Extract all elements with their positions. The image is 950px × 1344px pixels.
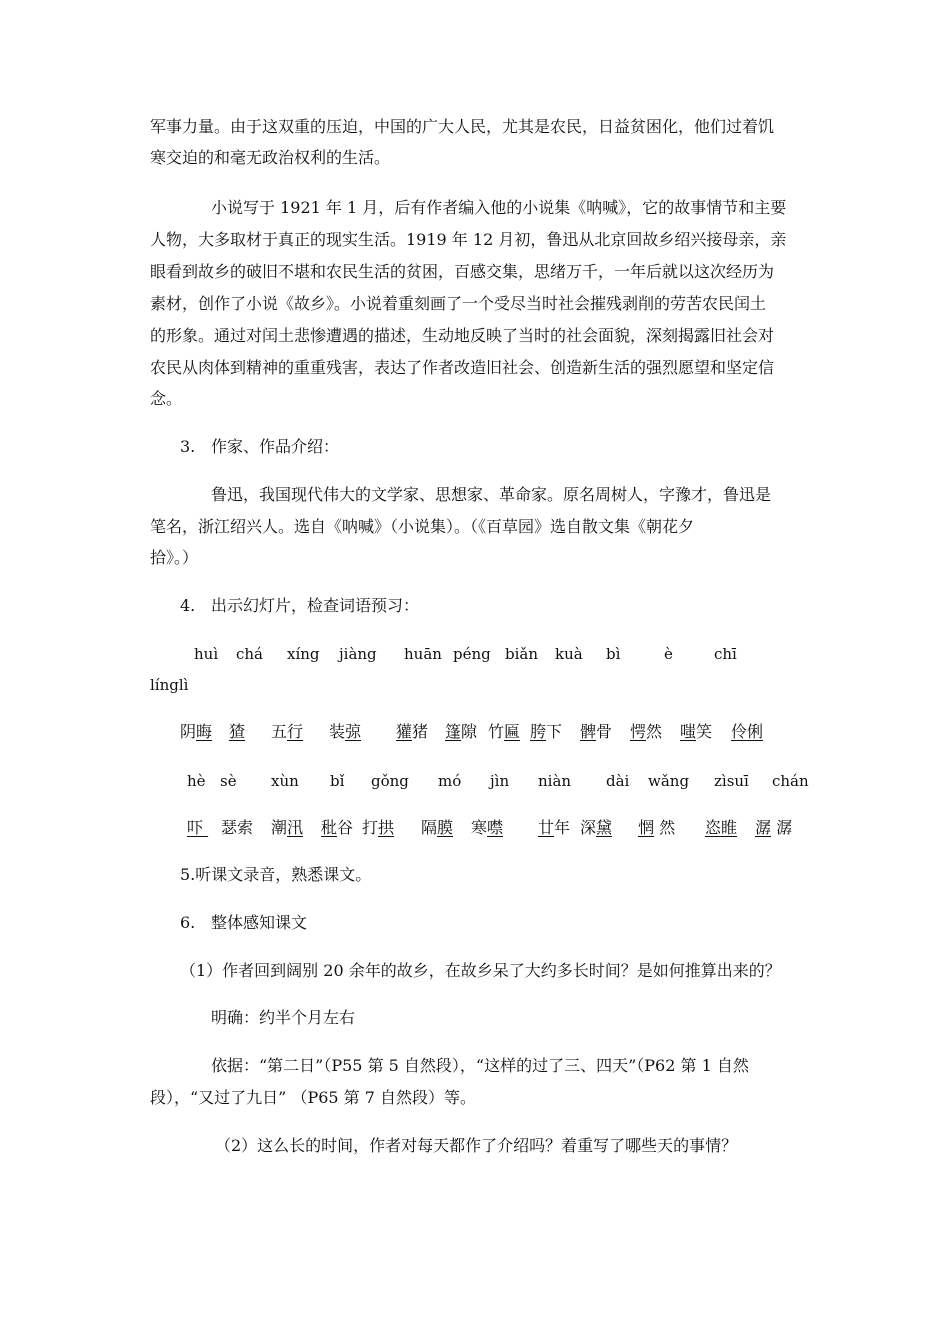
paragraph-1-line-2: 寒交迫的和毫无政治权利的生活。 xyxy=(150,148,391,167)
item-6-heading: 整体感知课文 xyxy=(211,913,308,932)
vocab-word: 寒噤 xyxy=(471,818,504,837)
pinyin: bǐ xyxy=(330,772,345,790)
item-6-number: 6. xyxy=(180,913,196,932)
paragraph-3-line-2: 笔名，浙江绍兴人。选自《呐喊》（小说集）。（《百草园》选自散文集《朝花夕 xyxy=(150,517,695,536)
pinyin: gǒng xyxy=(371,772,409,790)
pinyin: wǎng xyxy=(648,772,690,790)
pinyin: chī xyxy=(714,645,737,663)
pinyin: zìsuī xyxy=(714,772,749,790)
paragraph-3-line-1: 鲁迅，我国现代伟大的文学家、思想家、革命家。原名周树人，字豫才，鲁迅是 xyxy=(211,485,772,504)
item-3-number: 3. xyxy=(180,437,196,456)
vocab-word: 阴晦 xyxy=(180,722,213,741)
paragraph-1-line-1: 军事力量。由于这双重的压迫，中国的广大人民，尤其是农民，日益贫困化，他们过着饥 xyxy=(150,117,775,136)
pinyin: dài xyxy=(606,772,630,790)
pinyin: jìn xyxy=(490,772,510,790)
paragraph-3-line-3: 拾》。） xyxy=(150,548,199,567)
vocab-word: 伶俐 xyxy=(731,722,764,741)
vocab-word: 潮汛 xyxy=(271,818,304,837)
paragraph-2-line-1: 小说写于 1921 年 1 月，后有作者编入他的小说集《呐喊》，它的故事情节和主要 xyxy=(211,198,787,217)
vocab-word: 嗤笑 xyxy=(680,722,713,741)
vocab-word: 胯下 xyxy=(530,722,563,741)
pinyin: chán xyxy=(772,772,809,790)
vocab-word: 獾猪 xyxy=(396,722,429,741)
vocab-word: 五行 xyxy=(271,722,304,741)
vocab-word: 恣睢 xyxy=(705,818,738,837)
question-1: （1）作者回到阔别 20 余年的故乡，在故乡呆了大约多长时间？是如何推算出来的？ xyxy=(180,961,781,980)
vocab-word: 惘 然 xyxy=(638,818,676,837)
vocab-word: 篷隙 xyxy=(445,722,478,741)
vocab-word: 秕谷 xyxy=(321,818,354,837)
paragraph-2-line-3: 眼看到故乡的破旧不堪和农民生活的贫困，百感交集，思绪万千，一年后就以这次经历为 xyxy=(150,262,775,281)
pinyin: péng xyxy=(453,645,491,663)
vocab-word: 猹 xyxy=(229,722,246,741)
vocab-word: 廿年 xyxy=(538,818,571,837)
pinyin: chá xyxy=(236,645,264,663)
pinyin: huì xyxy=(194,645,219,663)
pinyin: jiàng xyxy=(339,645,377,663)
vocab-word: 装弶 xyxy=(329,722,362,741)
paragraph-2-line-6: 农民从肉体到精神的重重残害，表达了作者改造旧社会、创造新生活的强烈愿望和坚定信 xyxy=(150,358,775,377)
pinyin: huān xyxy=(404,645,442,663)
vocab-word: 潺 潺 xyxy=(755,818,793,837)
paragraph-2-line-5: 的形象。通过对闰土悲惨遭遇的描述，生动地反映了当时的社会面貌，深刻揭露旧社会对 xyxy=(150,326,775,345)
vocab-word: 瑟索 xyxy=(221,818,254,837)
answer-1: 明确：约半个月左右 xyxy=(211,1008,356,1027)
pinyin: xùn xyxy=(271,772,299,790)
vocab-word: 愕然 xyxy=(630,722,663,741)
paragraph-2-line-4: 素材，创作了小说《故乡》。小说着重刻画了一个受尽当时社会摧残剥削的劳苦农民闰土 xyxy=(150,294,767,313)
item-4-number: 4. xyxy=(180,596,196,615)
pinyin: biǎn xyxy=(505,645,539,663)
vocab-word: 深黛 xyxy=(580,818,613,837)
pinyin: è xyxy=(664,645,673,663)
pinyin: bì xyxy=(606,645,621,663)
vocab-word: 竹匾 xyxy=(488,722,521,741)
item-3-heading: 作家、作品介绍： xyxy=(211,437,340,456)
vocab-word: 打拱 xyxy=(362,818,395,837)
pinyin: kuà xyxy=(555,645,583,663)
vocab-word: 隔膜 xyxy=(421,818,454,837)
pinyin: hè xyxy=(187,772,206,790)
question-2: （2）这么长的时间，作者对每天都作了介绍吗？着重写了哪些天的事情？ xyxy=(215,1136,738,1155)
pinyin: sè xyxy=(220,772,237,790)
basis-line-1: 依据：“第二日”（P55 第 5 自然段），“这样的过了三、四天”（P62 第 1 自然 xyxy=(211,1056,749,1075)
vocab-word: 髀骨 xyxy=(580,722,613,741)
item-4-heading: 出示幻灯片，检查词语预习： xyxy=(211,596,420,615)
item-5: 5.听课文录音，熟悉课文。 xyxy=(180,865,372,884)
pinyin: mó xyxy=(438,772,462,790)
pinyin: niàn xyxy=(538,772,572,790)
paragraph-2-line-2: 人物，大多取材于真正的现实生活。1919 年 12 月初，鲁迅从北京回故乡绍兴接母亲，亲 xyxy=(150,230,787,249)
pinyin: línglì xyxy=(150,676,189,694)
paragraph-2-line-7: 念。 xyxy=(150,389,183,408)
basis-line-2: 段），“又过了九日” （P65 第 7 自然段）等。 xyxy=(150,1088,477,1107)
vocab-word: 吓 xyxy=(187,818,204,837)
pinyin: xíng xyxy=(287,645,320,663)
